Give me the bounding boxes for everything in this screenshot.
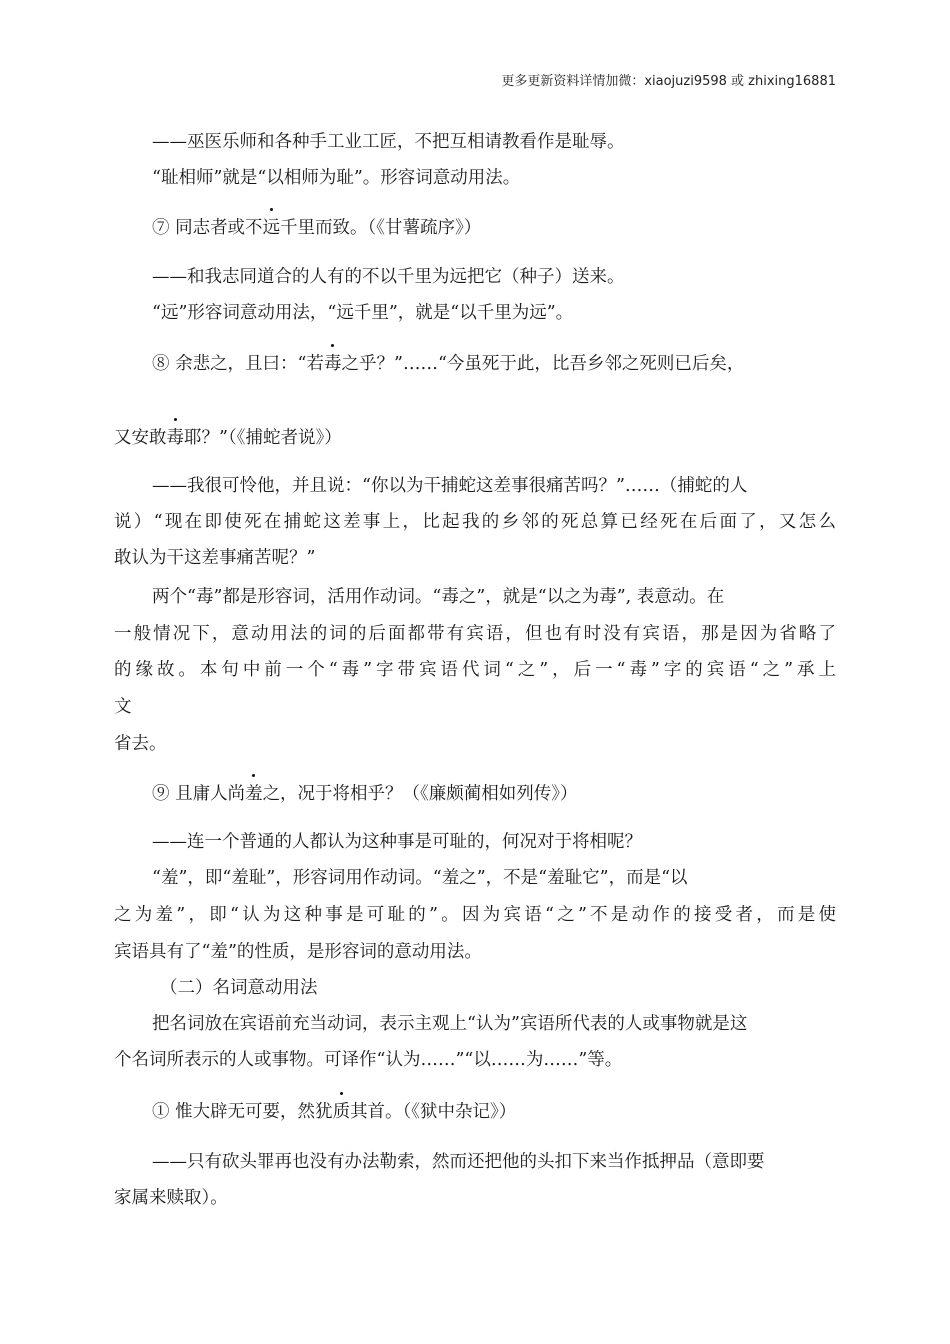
definition-line: 个名词所表示的人或事物。可译作“认为……”“以……为……”等。	[114, 1050, 623, 1070]
example-text: ① 惟大辟无可要，然犹	[152, 1102, 333, 1122]
translation-line: ——巫医乐师和各种手工业工匠，不把互相请教看作是耻辱。	[152, 132, 625, 152]
explanation-line: “耻相师”就是“以相师为耻”。形容词意动用法。	[152, 168, 521, 188]
example-text: 之乎？”……“今虽死于此，比吾乡邻之死则已后矣，	[341, 354, 745, 374]
translation-line: 敢认为干这差事痛苦呢？”	[114, 548, 316, 568]
emphasis-char: 毒	[167, 424, 185, 449]
explanation-line: 的缘故。本句中前一个“毒”字带宾语代词“之”，后一“毒”字的宾语“之”承上	[114, 660, 836, 680]
translation-line: ——我很可怜他，并且说：“你以为干捕蛇这差事很痛苦吗？”……（捕蛇的人	[152, 476, 748, 496]
example-text: 之，况于将相乎？（《廉颇蔺相如列传》）	[262, 784, 578, 804]
emphasis-char: 远	[263, 214, 281, 239]
emphasis-char: 毒	[324, 350, 342, 375]
emphasis-char: 质	[333, 1098, 351, 1123]
example-text: 又安敢	[114, 428, 167, 448]
example-text: 其首。（《狱中杂记》）	[350, 1102, 517, 1122]
explanation-line: “羞”，即“羞耻”，形容词用作动词。“羞之”，不是“羞耻它”，而是“以	[152, 868, 688, 888]
example-9	[152, 780, 578, 805]
explanation-line: 文	[114, 697, 132, 717]
explanation-line: 两个“毒”都是形容词，活用作动词。“毒之”，就是“以之为毒”, 表意动。在	[152, 587, 725, 607]
translation-line: 说）“现在即使死在捕蛇这差事上，比起我的乡邻的死总算已经死在后面了，又怎么	[114, 512, 836, 532]
example-text: ⑨ 且庸人尚	[152, 784, 246, 804]
example-1	[152, 1098, 516, 1123]
explanation-line: “远”形容词意动用法，“远千里”，就是“以千里为远”。	[152, 303, 574, 323]
emphasis-char: 羞	[245, 780, 263, 805]
explanation-line: 一般情况下，意动用法的词的后面都带有宾语，但也有时没有宾语，那是因为省略了	[114, 624, 836, 644]
example-text: ⑦ 同志者或不	[152, 218, 263, 238]
header-note: 更多更新资料详情加微：xiaojuzi9598 或 zhixing16881	[501, 74, 836, 89]
example-text: ⑧ 余悲之，且曰：“若	[152, 354, 325, 374]
example-text: 千里而致。（《甘薯疏序》）	[280, 218, 482, 238]
definition-line: 把名词放在宾语前充当动词，表示主观上“认为”宾语所代表的人或事物就是这	[152, 1014, 748, 1034]
example-text: 耶？”（《捕蛇者说》）	[184, 428, 342, 448]
explanation-line: 宾语具有了“羞”的性质，是形容词的意动用法。	[114, 942, 482, 962]
translation-line: ——和我志同道合的人有的不以千里为远把它（种子）送来。	[152, 267, 625, 287]
example-7	[152, 214, 481, 239]
translation-line: 家属来赎取）。	[114, 1188, 228, 1208]
explanation-line: 之为羞”，即“认为这种事是可耻的”。因为宾语“之”不是动作的接受者，而是使	[114, 905, 836, 925]
example-8-line-2	[114, 424, 342, 449]
section-heading: （二）名词意动用法	[160, 978, 318, 998]
explanation-line: 省去。	[114, 734, 167, 754]
translation-line: ——连一个普通的人都认为这种事是可耻的，何况对于将相呢？	[152, 832, 642, 852]
example-8-line-1	[152, 350, 744, 375]
translation-line: ——只有砍头罪再也没有办法勒索，然而还把他的头扣下来当作抵押品（意即要	[152, 1152, 765, 1172]
